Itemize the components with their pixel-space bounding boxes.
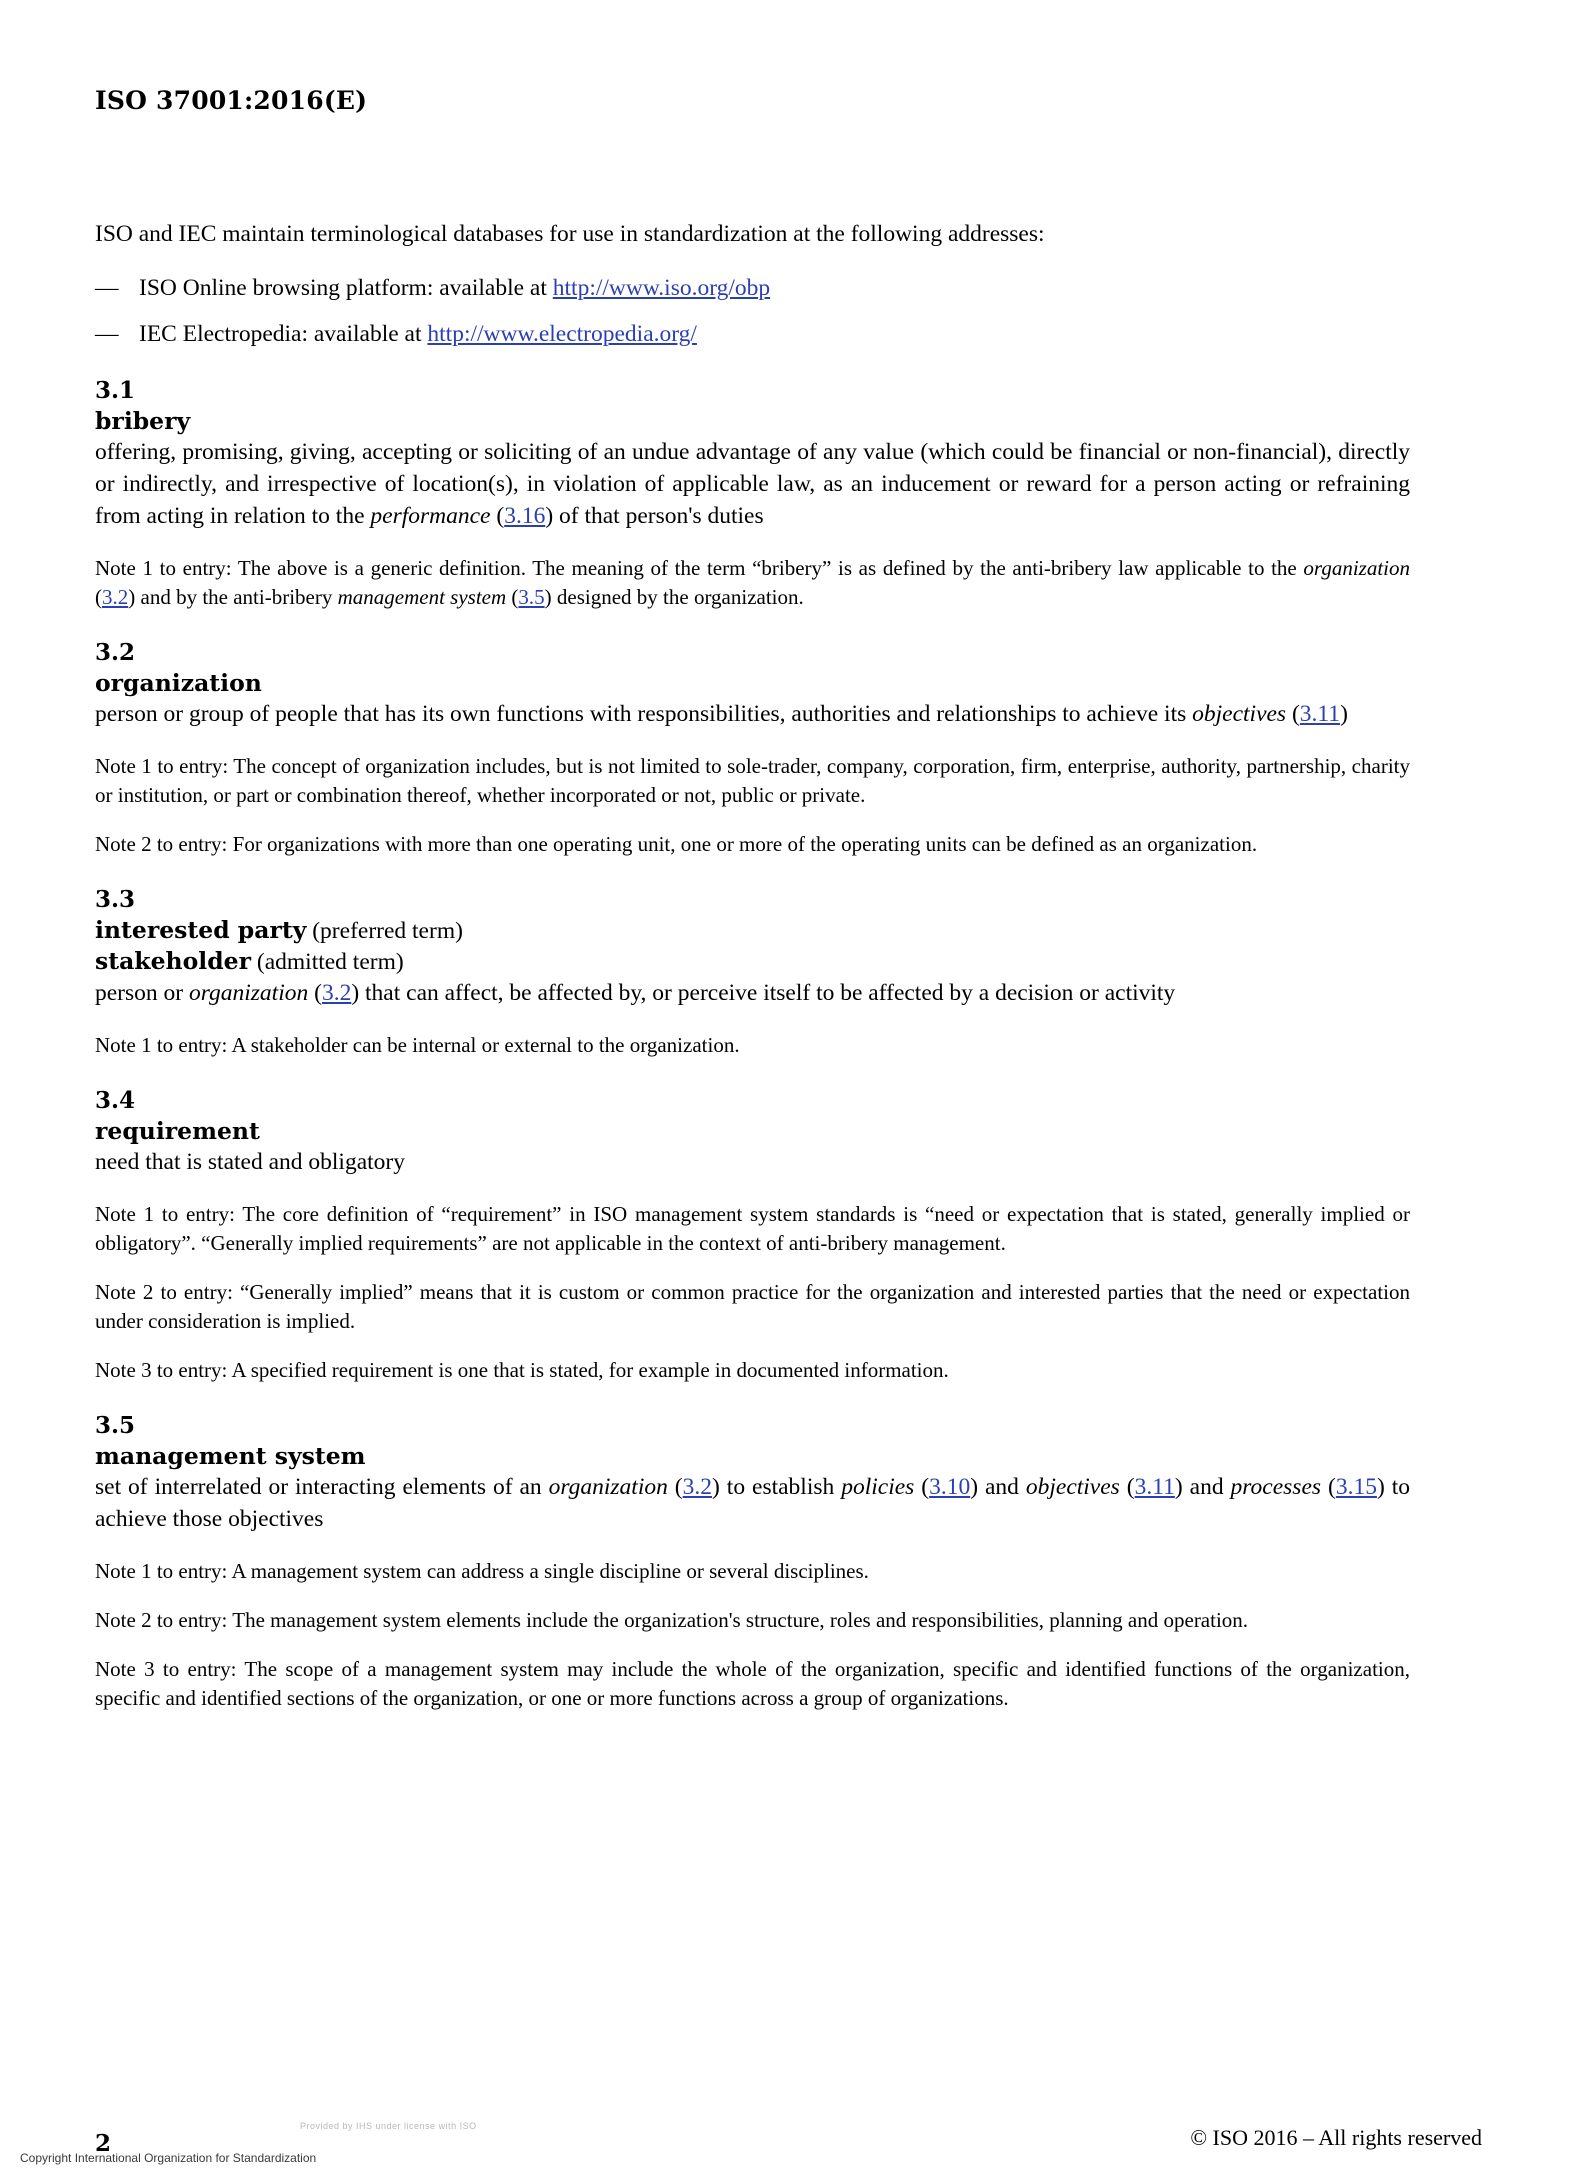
definition-italic: processes [1230, 1474, 1322, 1500]
intro-paragraph: ISO and IEC maintain terminological databases for use in standardization at the following addresses: [95, 221, 1045, 247]
term-entry-3-5 [95, 1411, 1410, 1713]
bullet-text: IEC Electropedia: available at http://www.electropedia.org/ [139, 321, 697, 347]
electropedia-link[interactable]: http://www.electropedia.org/ [427, 321, 697, 347]
definition-italic: organization [188, 980, 309, 1006]
definition-italic: performance [370, 503, 491, 529]
cross-reference-link[interactable]: 3.5 [518, 585, 545, 609]
term-name: bribery [95, 407, 191, 435]
definition-italic: organization [548, 1474, 668, 1500]
term-definition: need that is stated and obligatory [95, 1149, 405, 1175]
page-content [95, 218, 1410, 1713]
footer-faint-line: Provided by IHS under license with ISO [300, 2121, 477, 2131]
term-alt-name: stakeholder (admitted term) [95, 947, 404, 975]
bullet-dash: — [95, 275, 119, 301]
bullet-text: ISO Online browsing platform: available at http://www.iso.org/obp [139, 275, 771, 301]
note-entry: Note 1 to entry: The above is a generic definition. The meaning of the term “bribery” is as defined by the anti-bribery law applicable to the organization (3.2) and by the anti-bribery management system (3.5) designed by the organization. [95, 556, 1410, 609]
cross-reference-link[interactable]: 3.16 [504, 503, 546, 529]
term-entry-3-4 [95, 1086, 1410, 1385]
term-number: 3.5 [95, 1412, 136, 1439]
term-alt-qualifier: (admitted term) [251, 949, 404, 975]
term-entry-3-2 [95, 638, 1410, 859]
term-definition: set of interrelated or interacting elements of an organization (3.2) to establish policies (3.10) and objectives (3.11) and processes (3.15) to achieve those objectives [95, 1474, 1411, 1532]
term-number: 3.3 [95, 886, 136, 913]
term-definition: offering, promising, giving, accepting or soliciting of an undue advantage of any value (which could be financial or non-financial), directly or indirectly, and irrespective of location(s), in violation of applicable law, as an inducement or reward for a person acting or refraining from acting in relation to the performance (3.16) of that person's duties [95, 439, 1410, 529]
note-entry: Note 2 to entry: For organizations with more than one operating unit, one or more of the operating units can be defined as an organization. [95, 832, 1258, 856]
term-entry-3-3 [95, 885, 1410, 1060]
term-number: 3.1 [95, 377, 136, 404]
list-item [95, 272, 1410, 304]
cross-reference-link[interactable]: 3.2 [321, 980, 352, 1006]
note-italic: management system [337, 585, 507, 609]
definition-italic: objectives [1025, 1474, 1120, 1500]
term-definition: person or organization (3.2) that can affect, be affected by, or perceive itself to be affected by a decision or activity [95, 980, 1176, 1006]
note-entry: Note 1 to entry: A management system can address a single discipline or several disciplines. [95, 1559, 869, 1583]
definition-italic: objectives [1192, 701, 1287, 727]
term-name: interested party (preferred term) [95, 916, 463, 944]
term-qualifier: (preferred term) [306, 918, 463, 944]
bullet-dash: — [95, 321, 119, 347]
note-entry: Note 2 to entry: “Generally implied” means that it is custom or common practice for the organization and interested parties that the need or expectation under consideration is implied. [95, 1280, 1410, 1333]
term-definition: person or group of people that has its own functions with responsibilities, authorities and relationships to achieve its objectives (3.11) [95, 701, 1348, 727]
cross-reference-link[interactable]: 3.2 [102, 585, 129, 609]
cross-reference-link[interactable]: 3.10 [929, 1474, 971, 1500]
term-name: management system [95, 1442, 366, 1470]
cross-reference-link[interactable]: 3.11 [1134, 1474, 1175, 1500]
note-italic: organization [1303, 556, 1410, 580]
cross-reference-link[interactable]: 3.15 [1335, 1474, 1377, 1500]
note-entry: Note 1 to entry: The core definition of “requirement” in ISO management system standards is “need or expectation that is stated, generally implied or obligatory”. “Generally implied requirements” are not applicable in the context of anti-bribery management. [95, 1202, 1410, 1255]
term-name: organization [95, 669, 262, 697]
term-entry-3-1 [95, 376, 1410, 612]
iso-obp-link[interactable]: http://www.iso.org/obp [552, 275, 771, 301]
term-name: requirement [95, 1117, 260, 1145]
note-entry: Note 1 to entry: A stakeholder can be internal or external to the organization. [95, 1033, 740, 1057]
note-entry: Note 1 to entry: The concept of organization includes, but is not limited to sole-trader, company, corporation, firm, enterprise, authority, partnership, charity or institution, or part or combination thereof, whether incorporated or not, public or private. [95, 754, 1410, 807]
cross-reference-link[interactable]: 3.2 [682, 1474, 713, 1500]
note-entry: Note 3 to entry: A specified requirement is one that is stated, for example in documented information. [95, 1358, 949, 1382]
list-item [95, 318, 1410, 350]
page-header: ISO 37001:2016(E) [95, 86, 368, 115]
cross-reference-link[interactable]: 3.11 [1299, 701, 1341, 727]
note-entry: Note 2 to entry: The management system elements include the organization's structure, roles and responsibilities, planning and operation. [95, 1608, 1249, 1632]
copyright-watermark: Copyright International Organization for Standardization [20, 2151, 317, 2165]
term-number: 3.2 [95, 639, 136, 666]
note-entry: Note 3 to entry: The scope of a management system may include the whole of the organization, specific and identified functions of the organization, specific and identified sections of the organization, or one or more functions across a group of organizations. [95, 1657, 1410, 1710]
page-number: 2 [95, 2130, 112, 2157]
definition-italic: policies [841, 1474, 915, 1500]
copyright-notice: © ISO 2016 – All rights reserved [1190, 2125, 1482, 2150]
term-number: 3.4 [95, 1087, 136, 1114]
